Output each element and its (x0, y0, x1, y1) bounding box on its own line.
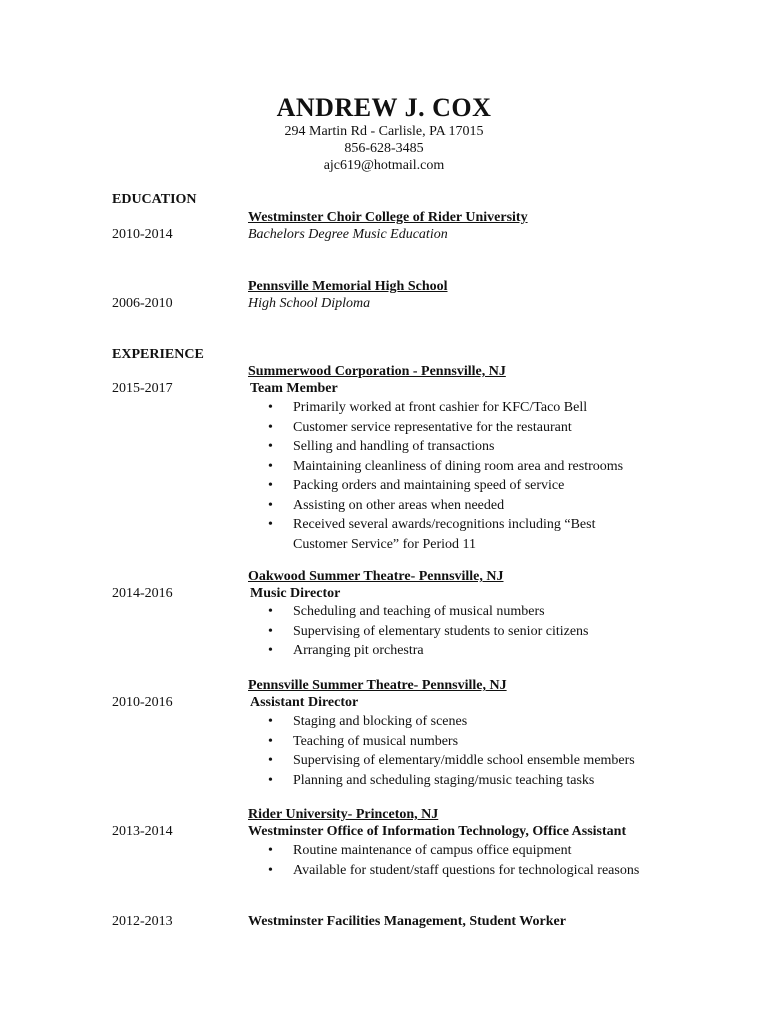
education-heading: EDUCATION (112, 192, 197, 207)
job-role: Team Member (250, 381, 338, 396)
contact-phone: 856-628-3485 (344, 141, 424, 156)
list-item: • Arranging pit orchestra (268, 641, 589, 661)
education-school: Westminster Choir College of Rider University (248, 210, 528, 225)
contact-email: ajc619@hotmail.com (323, 158, 445, 173)
list-item: • Primarily worked at front cashier for KFC/Taco Bell (268, 398, 633, 418)
job-role: Music Director (250, 586, 341, 601)
job-organization: Pennsville Summer Theatre- Pennsville, NJ (248, 678, 507, 693)
education-school: Pennsville Memorial High School (248, 279, 448, 294)
job-role: Westminster Facilities Management, Student Worker (248, 914, 566, 929)
experience-heading: EXPERIENCE (112, 347, 204, 362)
list-item: • Planning and scheduling staging/music teaching tasks (268, 771, 635, 791)
education-degree: Bachelors Degree Music Education (248, 227, 448, 242)
education-dates: 2006-2010 (112, 296, 173, 311)
list-item: • Selling and handling of transactions (268, 437, 633, 457)
job-duties-list (268, 841, 639, 880)
job-organization: Rider University- Princeton, NJ (248, 807, 439, 822)
job-organization: Summerwood Corporation - Pennsville, NJ (248, 364, 506, 379)
list-item: • Routine maintenance of campus office equipment (268, 841, 639, 861)
list-item: • Received several awards/recognitions including “Best Customer Service” for Period 11 (268, 515, 633, 554)
job-organization: Oakwood Summer Theatre- Pennsville, NJ (248, 569, 504, 584)
job-duties-list (268, 712, 635, 790)
list-item: • Packing orders and maintaining speed of service (268, 476, 633, 496)
list-item: • Assisting on other areas when needed (268, 496, 633, 516)
list-item: • Supervising of elementary/middle school ensemble members (268, 751, 635, 771)
list-item: • Staging and blocking of scenes (268, 712, 635, 732)
contact-address: 294 Martin Rd - Carlisle, PA 17015 (284, 124, 484, 139)
job-duties-list (268, 398, 633, 554)
job-duties-list (268, 602, 589, 661)
list-item: • Available for student/staff questions for technological reasons (268, 861, 639, 881)
job-role: Assistant Director (250, 695, 359, 710)
list-item: • Maintaining cleanliness of dining room area and restrooms (268, 457, 633, 477)
job-role: Westminster Office of Information Technology, Office Assistant (248, 824, 627, 839)
list-item: • Scheduling and teaching of musical numbers (268, 602, 589, 622)
resume-name: ANDREW J. COX (276, 93, 492, 122)
job-dates: 2010-2016 (112, 695, 173, 710)
job-dates: 2013-2014 (112, 824, 173, 839)
list-item: • Customer service representative for the restaurant (268, 418, 633, 438)
job-dates: 2012-2013 (112, 914, 173, 929)
list-item: • Teaching of musical numbers (268, 732, 635, 752)
education-dates: 2010-2014 (112, 227, 173, 242)
list-item: • Supervising of elementary students to senior citizens (268, 622, 589, 642)
job-dates: 2015-2017 (112, 381, 173, 396)
job-dates: 2014-2016 (112, 586, 173, 601)
education-degree: High School Diploma (248, 296, 371, 311)
